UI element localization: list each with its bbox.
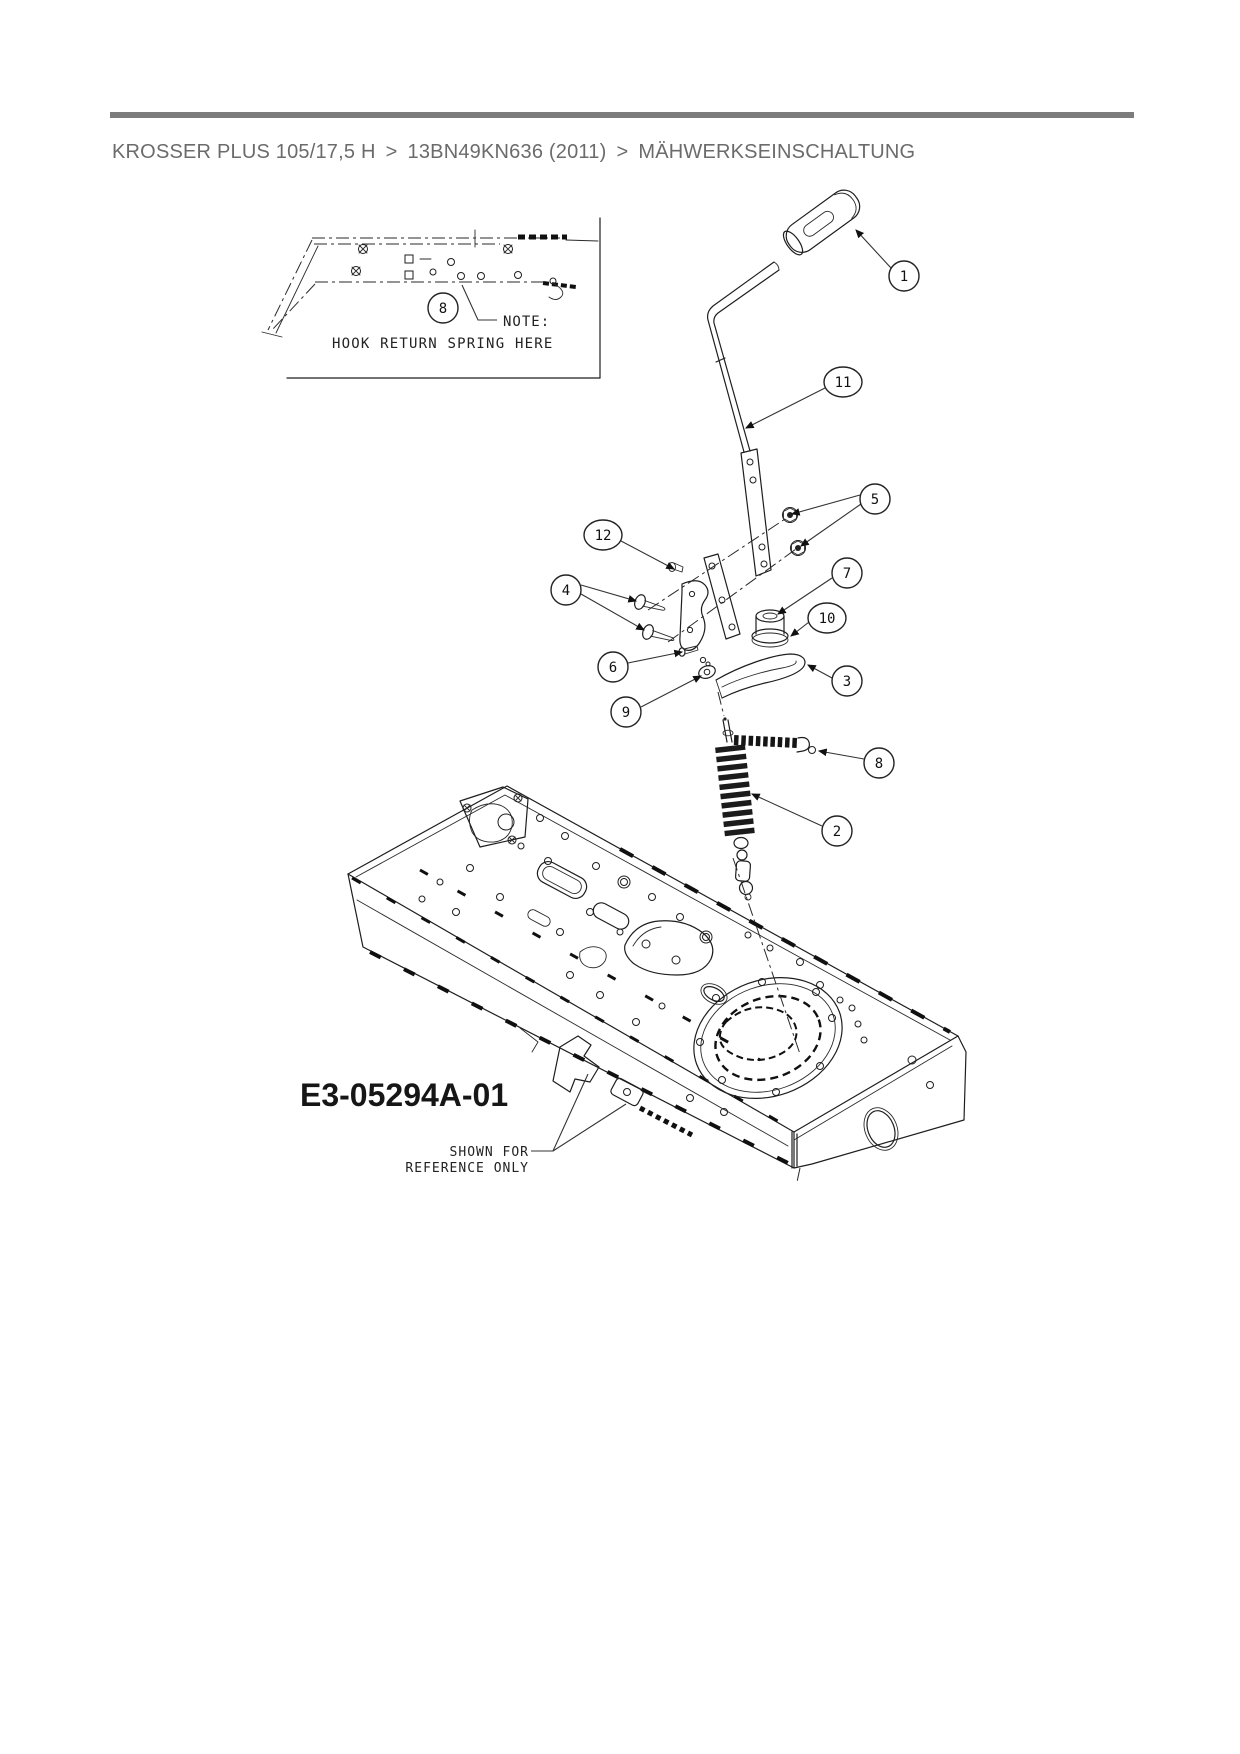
- inset-square-hole: [405, 271, 413, 279]
- assembly-centerline: [668, 549, 796, 642]
- callout-2-leader: [752, 794, 822, 826]
- reference-note-line1: SHOWN FOR: [449, 1145, 529, 1160]
- callout-3[interactable]: [832, 666, 862, 696]
- callout-label: 2: [832, 824, 842, 840]
- callout-11[interactable]: [824, 367, 862, 397]
- return-spring-part-8: [734, 738, 816, 754]
- callout-12[interactable]: [584, 520, 622, 550]
- callout-3-leader: [808, 665, 832, 678]
- inset-detail-view: [262, 218, 600, 378]
- callout-5-leader: [792, 495, 860, 514]
- callout-8-leader: [819, 751, 864, 759]
- inset-left-leg: [268, 240, 312, 330]
- callout-11-leader: [746, 388, 825, 428]
- idler-hook-part-3: [716, 654, 805, 698]
- callout-1[interactable]: [889, 261, 919, 291]
- inset-screw-icon: [352, 267, 361, 276]
- callout-6-leader: [628, 652, 682, 663]
- callout-label: 6: [608, 660, 618, 676]
- callout-label: 8: [438, 301, 448, 317]
- deck-triangle-plate: [460, 787, 528, 847]
- callout-label: 8: [874, 756, 884, 772]
- callout-10-leader: [791, 622, 809, 636]
- callout-5[interactable]: [860, 484, 890, 514]
- callout-9[interactable]: [611, 697, 641, 727]
- callout-9-leader: [641, 676, 701, 707]
- washer-part-10: [752, 629, 788, 647]
- inset-rail-line: [566, 240, 598, 241]
- callout-label: 1: [899, 269, 909, 285]
- callout-label: 9: [621, 705, 631, 721]
- inset-hole: [478, 273, 485, 280]
- callout-label: 11: [834, 375, 852, 391]
- assembly-centerline-dot: [723, 717, 726, 720]
- inset-left-leg: [276, 246, 318, 333]
- reference-note-line2: REFERENCE ONLY: [405, 1161, 529, 1176]
- assembly-centerline: [733, 858, 800, 1054]
- callout-4-leader: [581, 594, 644, 630]
- callout-label: 12: [594, 528, 612, 544]
- inset-spring-dashes: [543, 283, 576, 287]
- breadcrumb-separator: >: [616, 141, 629, 163]
- breadcrumb-separator: >: [385, 141, 398, 163]
- inset-hole: [515, 272, 522, 279]
- inset-hole: [430, 269, 436, 275]
- coil-spring: [730, 746, 740, 836]
- hex-nuts-part-5: [783, 508, 806, 556]
- spring-link-part-2: [723, 720, 753, 900]
- callout-label: 10: [818, 611, 836, 627]
- inset-screw-icon: [504, 245, 513, 254]
- callout-label: 7: [842, 566, 852, 582]
- inset-hole: [448, 259, 455, 266]
- shoulder-screws-part-4: [633, 593, 676, 648]
- mounting-bracket: [680, 581, 708, 651]
- callout-label: 5: [870, 492, 880, 508]
- callout-5-leader: [801, 504, 861, 546]
- deck-tip-detail: [797, 1168, 800, 1182]
- callout-label: 4: [561, 583, 571, 599]
- callout-4[interactable]: [551, 575, 581, 605]
- deck-ring-opening: [677, 958, 860, 1119]
- inset-left-leg: [272, 284, 315, 330]
- callout-12-leader: [621, 541, 674, 569]
- breadcrumb-item-assembly[interactable]: MÄHWERKSEINSCHALTUNG: [638, 141, 916, 163]
- callout-8-inset[interactable]: [428, 293, 458, 323]
- breadcrumb-item-model[interactable]: KROSSER PLUS 105/17,5 H: [112, 141, 376, 163]
- handle-grip-part-1: [779, 185, 865, 259]
- callout-8[interactable]: [864, 748, 894, 778]
- callout-10[interactable]: [808, 603, 846, 633]
- callout-7[interactable]: [832, 558, 862, 588]
- deck-latch-bracket: [520, 1028, 692, 1135]
- inset-hole: [458, 273, 465, 280]
- inset-screw-icon: [359, 245, 368, 254]
- deck-holes: [419, 815, 934, 1116]
- inset-note-label: NOTE:: [503, 314, 551, 330]
- deck-frame: [348, 786, 966, 1182]
- inset-note-text: HOOK RETURN SPRING HERE: [332, 336, 554, 352]
- inset-square-hole: [405, 255, 413, 263]
- inset-note-leader: [462, 285, 497, 320]
- breadcrumb-item-article[interactable]: 13BN49KN636 (2011): [407, 141, 607, 163]
- inset-left-leg: [262, 332, 282, 337]
- drawing-number: E3-05294A-01: [300, 1077, 509, 1113]
- callout-2[interactable]: [822, 816, 852, 846]
- callout-label: 3: [842, 674, 852, 690]
- lever-rod-part-11: [708, 262, 779, 576]
- callout-6[interactable]: [598, 652, 628, 682]
- callout-1-leader: [856, 230, 891, 268]
- link-strap: [704, 554, 740, 639]
